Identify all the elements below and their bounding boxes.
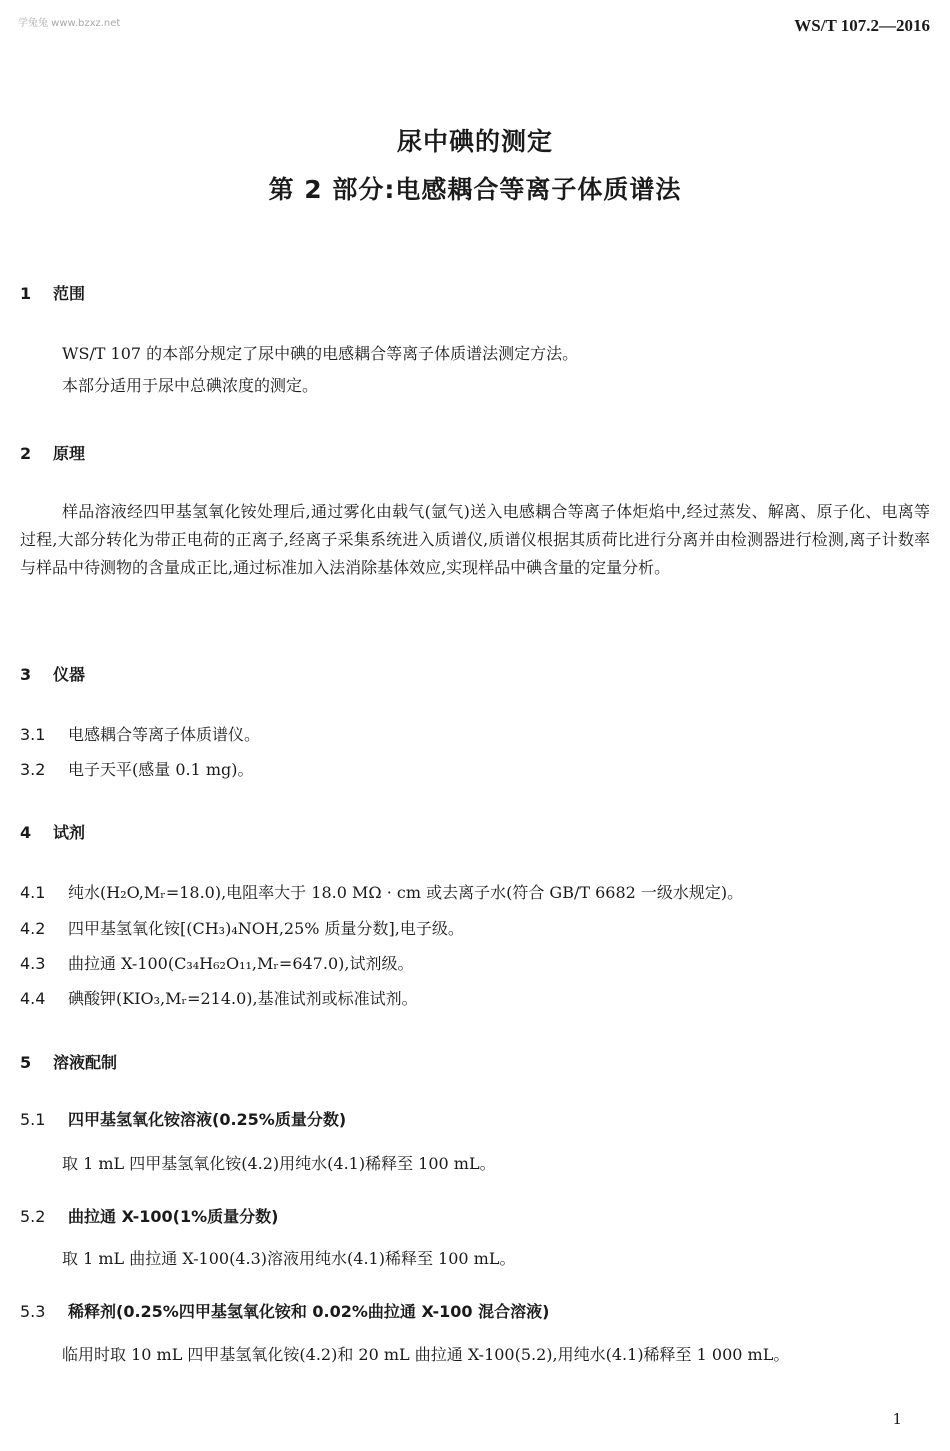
item-text: 电子天平(感量 0.1 mg)。 [68,760,254,779]
subsection-5-3-text: 临用时取 10 mL 四甲基氢氧化铵(4.2)和 20 mL 曲拉通 X-100(5.2),用纯水(4.1)稀释至 1 000 mL。 [62,1345,790,1364]
list-item [20,880,743,903]
section-title: 原理 [53,444,86,463]
section-1-paragraph-1: WS/T 107 的本部分规定了尿中碘的电感耦合等离子体质谱法测定方法。 [62,344,579,363]
title-line-2: 第 2 部分:电感耦合等离子体质谱法 [268,175,682,204]
subsection-5-2-heading [20,1204,278,1227]
item-text: 纯水(H₂O,Mᵣ=18.0),电阻率大于 18.0 MΩ · cm 或去离子水(符合 GB/T 6682 一级水规定)。 [68,883,744,902]
subsection-number: 5.2 [20,1207,46,1226]
item-number: 4.3 [20,954,46,973]
subsection-5-3-heading [20,1299,549,1322]
item-number: 4.1 [20,883,46,902]
item-number: 3.2 [20,760,46,779]
section-4-heading [20,820,85,843]
item-text: 碘酸钾(KIO₃,Mᵣ=214.0),基准试剂或标准试剂。 [68,989,418,1008]
section-number: 3 [20,665,32,684]
section-title: 范围 [53,284,86,303]
section-2-heading [20,441,85,464]
section-5-heading [20,1050,117,1073]
item-text: 曲拉通 X-100(C₃₄H₆₂O₁₁,Mᵣ=647.0),试剂级。 [68,954,414,973]
subsection-5-1-text: 取 1 mL 四甲基氢氧化铵(4.2)用纯水(4.1)稀释至 100 mL。 [62,1154,496,1173]
subsection-number: 5.3 [20,1302,46,1321]
section-number: 2 [20,444,32,463]
subsection-title: 稀释剂(0.25%四甲基氢氧化铵和 0.02%曲拉通 X-100 混合溶液) [68,1302,550,1321]
section-number: 4 [20,823,32,842]
list-item [20,757,254,780]
section-3-heading [20,662,85,685]
section-title: 仪器 [53,665,86,684]
section-2-paragraph: 样品溶液经四甲基氢氧化铵处理后,通过雾化由载气(氩气)送入电感耦合等离子体炬焰中,经过蒸发、解离、原子化、电离等过程,大部分转化为带正电荷的正离子,经离子采集系统进入质谱仪,质谱仪根据其质荷比进行分离并由检测器进行检测,离子计数率与样品中待测物的含量成正比,通过标准加入法消除基体效应,实现样品中碘含量的定量分析。 [20,502,930,577]
section-number: 1 [20,284,32,303]
item-text: 电感耦合等离子体质谱仪。 [68,725,261,744]
section-title: 试剂 [53,823,86,842]
subsection-5-2-text: 取 1 mL 曲拉通 X-100(4.3)溶液用纯水(4.1)稀释至 100 mL。 [62,1249,516,1268]
item-text: 四甲基氢氧化铵[(CH₃)₄NOH,25% 质量分数],电子级。 [68,919,464,938]
item-number: 4.2 [20,919,46,938]
section-1-paragraph-2: 本部分适用于尿中总碘浓度的测定。 [62,376,319,395]
section-title: 溶液配制 [53,1053,118,1072]
section-1-heading [20,281,85,304]
watermark: 学兔兔 www.bzxz.net [18,18,121,29]
subsection-title: 四甲基氢氧化铵溶液(0.25%质量分数) [68,1110,347,1129]
document-number: WS/T 107.2—2016 [794,16,930,35]
subsection-title: 曲拉通 X-100(1%质量分数) [68,1207,279,1226]
item-number: 3.1 [20,725,46,744]
item-number: 4.4 [20,989,46,1008]
title-line-1: 尿中碘的测定 [396,127,553,156]
page-number: 1 [892,1410,902,1428]
subsection-5-1-heading [20,1107,346,1130]
list-item [20,951,413,974]
section-number: 5 [20,1053,32,1072]
list-item [20,986,418,1009]
list-item [20,722,260,745]
list-item [20,916,464,939]
subsection-number: 5.1 [20,1110,46,1129]
